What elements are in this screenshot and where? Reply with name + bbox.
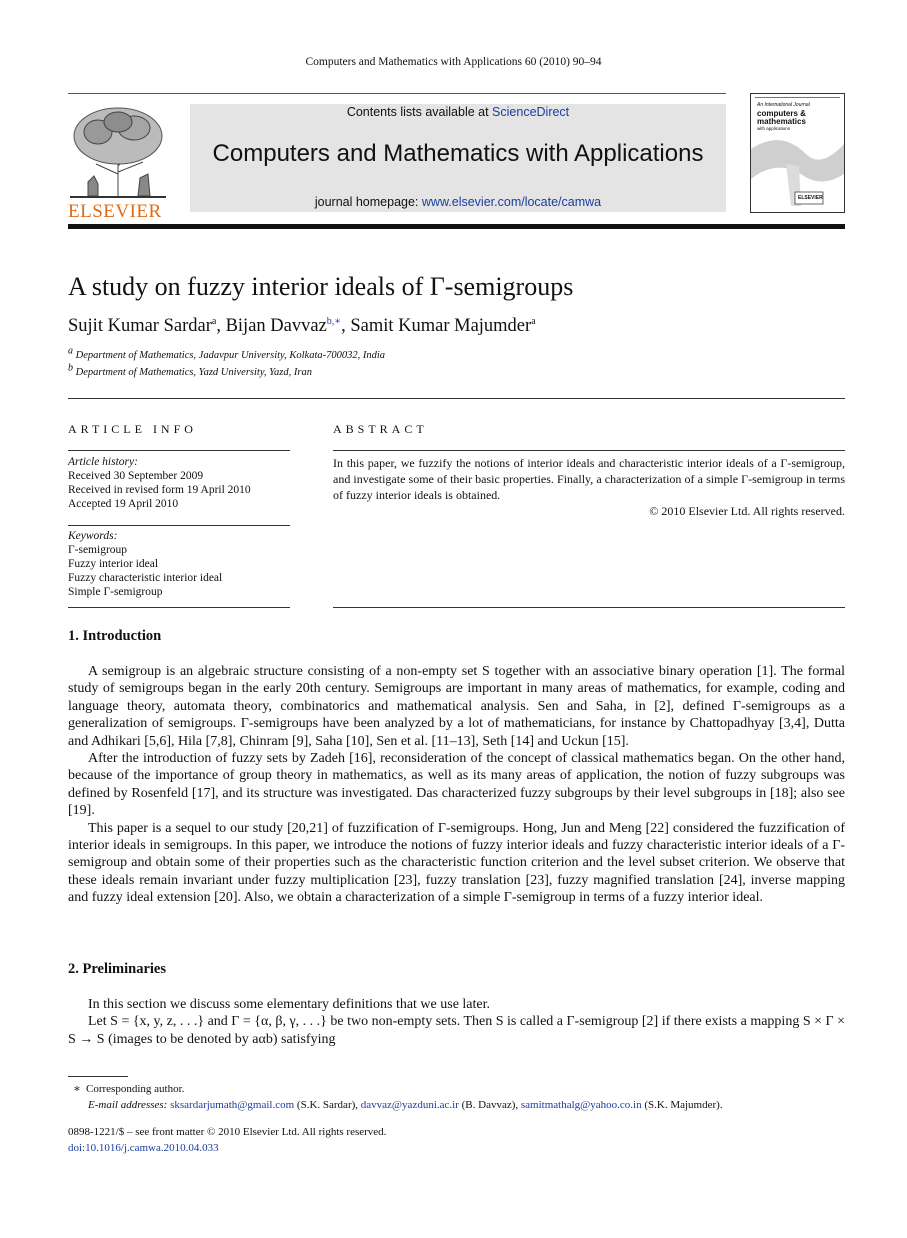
contents-prefix: Contents lists available at (346, 105, 493, 119)
author-sup: a (211, 315, 217, 327)
keyword: Fuzzy interior ideal (68, 558, 159, 570)
author-list: Sujit Kumar Sardar$^a$, Bijan Davvaz$^{b,∗}$, Samit Kumar Majumder$^a$ (68, 315, 536, 336)
info-bottom-rule (68, 607, 290, 608)
footnote-rule (68, 1076, 128, 1077)
email-owner: (S.K. Majumder). (641, 1099, 723, 1111)
journal-banner (190, 104, 726, 212)
cover-publisher: ELSEVIER (798, 195, 823, 201)
asterisk-icon: ∗ (73, 1083, 81, 1095)
issn-line: 0898-1221/$ – see front matter © 2010 Elsevier Ltd. All rights reserved. (68, 1126, 387, 1138)
cover-line2: computers & (757, 109, 806, 118)
homepage-link[interactable]: www.elsevier.com/locate/camwa (421, 195, 602, 209)
email-owner: (S.K. Sardar), (294, 1099, 361, 1111)
keywords-label: Keywords: (68, 530, 118, 542)
email-owner: (B. Davvaz), (458, 1099, 521, 1111)
journal-title: Computers and Mathematics with Applications (212, 140, 704, 167)
email-label: E-mail addresses: (88, 1099, 171, 1111)
tree-logo-icon (68, 104, 168, 200)
info-rule (68, 450, 290, 451)
affiliation-sup: a (68, 345, 73, 357)
affiliation-b (68, 362, 312, 378)
intro-paragraph-2: After the introduction of fuzzy sets by Zadeh [16], reconsideration of the concept of classical mathematics began. On the other hand, because of the importance of group theory in mathematics, as well as its many areas of application, the notion of fuzzy subgroups was defined by Rosenfeld [17], and its structure was investigated. Das characterized fuzzy subgroups by their level subgroups in [18]; also see [19]. (68, 751, 845, 819)
prelim-body (68, 996, 845, 1048)
keyword: Fuzzy characteristic interior ideal (68, 572, 223, 584)
abstract-block (333, 455, 845, 519)
article-info-heading: ARTICLE INFO (68, 422, 197, 436)
corresponding-footnote (68, 1081, 184, 1097)
affiliation-a (68, 345, 386, 361)
homepage-line (190, 195, 726, 209)
email-link[interactable]: sksardarjumath@gmail.com (170, 1099, 295, 1111)
journal-cover[interactable] (750, 93, 845, 213)
sciencedirect-link[interactable]: ScienceDirect (492, 105, 570, 119)
cover-line1: An International Journal (757, 102, 810, 108)
intro-paragraph-3: This paper is a sequel to our study [20,21] of fuzzification of Γ-semigroups. Hong, Jun and Meng [22] considered the fuzzification of interior ideals in semigroups. In this paper, we introduce the notions of fuzzy interior ideals and fuzzy characteristic interior ideals of a Γ-semigroup and obtain some of their properties such as the characteristic function criterion and the level subset criterion. We observe that these ideals remain invariant under fuzzy multiplication [23], fuzzy translation [23], fuzzy magnified translation [24], inverse mapping and fuzzy ideal extension [20]. Also, we obtain a characterization of a simple Γ-semigroup in terms of a fuzzy interior ideal. (68, 820, 845, 906)
keyword: Simple Γ-semigroup (68, 586, 163, 598)
article-history (68, 455, 290, 511)
email-footnote (88, 1097, 723, 1113)
corresponding-text: Corresponding author. (86, 1083, 185, 1095)
info-top-rule (68, 398, 845, 399)
abstract-copyright: © 2010 Elsevier Ltd. All rights reserved. (649, 504, 845, 518)
abstract-text: In this paper, we fuzzify the notions of interior ideals and characteristic interior ideals of a Γ-semigroup, and investigate some of their basic properties. Finally, a characterization of a simple Γ-semigroup in terms of fuzzy interior ideals is obtained. (333, 456, 845, 502)
contents-line (190, 105, 726, 119)
prelim-paragraph-2: Let S = {x, y, z, . . .} and Γ = {α, β, γ, . . .} be two non-empty sets. Then S is called a Γ-semigroup [2] if there exists a mapping S × Γ × S → S (images to be denoted by aαb) satisfying (68, 1014, 845, 1047)
history-received: Received 30 September 2009 (68, 470, 204, 482)
history-accepted: Accepted 19 April 2010 (68, 498, 179, 510)
abstract-heading: ABSTRACT (333, 422, 428, 436)
intro-paragraph-1: A semigroup is an algebraic structure consisting of a non-empty set S together with an associative binary operation [1]. The formal study of semigroups began in the early 20th century. Semigroups are important in many areas of mathematics, for example, coding and language theory, automata theory, combinatorics and mathematical analysis. Sen and Saha, in [2], defined Γ-semigroups as a generalization of semigroups. Γ-semigroups have been analyzed by a lot of mathematicians, for instance by Chattopadhyay [3,4], Dutta and Adhikari [5,6], Hila [7,8], Chinram [9], Saha [10], Sen et al. [11–13], Seth [14] and Uckun [15]. (68, 664, 845, 749)
author-name[interactable]: Samit Kumar Majumder (350, 316, 532, 336)
masthead-rule (68, 224, 845, 229)
email-link[interactable]: samitmathalg@yahoo.co.in (520, 1099, 642, 1111)
history-revised: Received in revised form 19 April 2010 (68, 484, 251, 496)
affiliation-text: Department of Mathematics, Yazd University, Yazd, Iran (75, 367, 312, 378)
author-name[interactable]: Sujit Kumar Sardar (68, 316, 212, 336)
doi-link[interactable]: doi:10.1016/j.camwa.2010.04.033 (68, 1141, 219, 1154)
prelim-heading: 2. Preliminaries (68, 961, 166, 977)
publisher-name: ELSEVIER (68, 201, 162, 222)
running-head: Computers and Mathematics with Applications 60 (2010) 90–94 (305, 56, 602, 68)
article-title: A study on fuzzy interior ideals of Γ-semigroups (68, 272, 574, 301)
keywords-block (68, 529, 290, 599)
elsevier-logo (68, 104, 168, 222)
footer (68, 1125, 386, 1156)
author-sup[interactable]: b,∗ (326, 315, 342, 327)
cover-line3: mathematics (757, 117, 806, 126)
email-link[interactable]: davvaz@yazduni.ac.ir (360, 1099, 459, 1111)
affiliation-text: Department of Mathematics, Jadavpur University, Kolkata-700032, India (75, 350, 386, 361)
keyword: Γ-semigroup (68, 544, 128, 556)
prelim-paragraph-1: In this section we discuss some elementary definitions that we use later. (88, 997, 491, 1012)
intro-heading: 1. Introduction (68, 628, 162, 644)
affiliation-sup: b (68, 362, 73, 374)
header-rule (68, 93, 726, 94)
abstract-bottom-rule (333, 607, 845, 608)
keywords-rule (68, 525, 290, 526)
author-name[interactable]: Bijan Davvaz (225, 316, 327, 336)
abstract-rule (333, 450, 845, 451)
author-sup: a (531, 315, 536, 327)
cover-line4: with applications (757, 126, 791, 131)
history-label: Article history: (68, 456, 138, 468)
homepage-prefix: journal homepage: (314, 195, 422, 209)
intro-body (68, 663, 845, 907)
